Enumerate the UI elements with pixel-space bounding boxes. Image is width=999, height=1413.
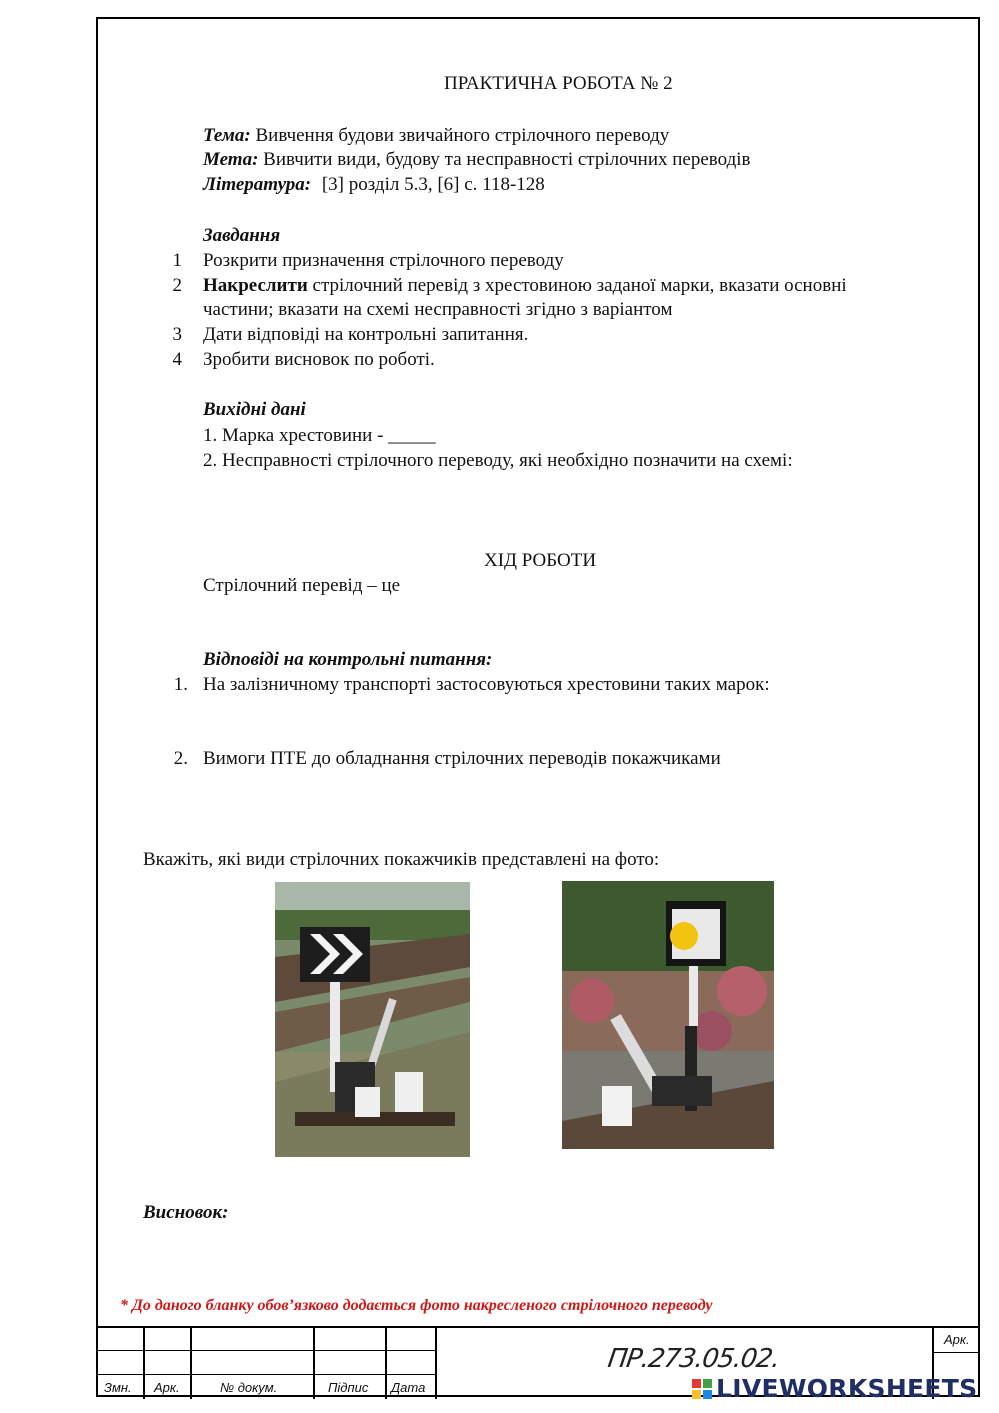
task-number: 1 bbox=[172, 250, 182, 271]
task-text: стрілочний перевід з хрестовиною заданої марки, вказати основні bbox=[307, 275, 847, 296]
input-data-heading: Вихідні дані bbox=[203, 399, 306, 420]
chevron-switch-indicator-photo bbox=[275, 882, 470, 1157]
input-item-faults: 2. Несправності стрілочного переводу, які необхідно позначити на схемі: bbox=[203, 450, 793, 471]
topic-text: Вивчення будови звичайного стрілочного переводу bbox=[255, 125, 670, 146]
lamp-indicator-illustration bbox=[562, 881, 774, 1149]
task-text: Дати відповіді на контрольні запитання. bbox=[203, 324, 529, 345]
liveworksheets-watermark[interactable] bbox=[692, 1374, 977, 1404]
conclusion-label: Висновок: bbox=[143, 1202, 229, 1223]
answer-number: 1. bbox=[173, 674, 188, 695]
liveworksheets-logo-icon bbox=[692, 1379, 712, 1399]
answer-question: Вимоги ПТЕ до обладнання стрілочних переводів покажчиками bbox=[203, 748, 721, 769]
topic-label: Тема: bbox=[203, 125, 251, 146]
chevron-indicator-illustration bbox=[275, 882, 470, 1157]
stamp-col-sheet: Арк. bbox=[154, 1380, 180, 1395]
goal-line bbox=[203, 148, 751, 172]
stamp-col-changes: Змн. bbox=[104, 1380, 132, 1395]
answer-number: 2. bbox=[173, 748, 188, 769]
stamp-sheet-label: Арк. bbox=[944, 1332, 970, 1347]
watermark-text: LIVEWORKSHEETS bbox=[716, 1374, 978, 1403]
input-item-crossing-grade: 1. Марка хрестовини - _____ bbox=[203, 425, 436, 446]
tasks-heading: Завдання bbox=[203, 225, 281, 246]
literature-label: Література: bbox=[203, 174, 312, 195]
goal-text: Вивчити види, будову та несправності стрілочних переводів bbox=[263, 149, 751, 170]
stamp-col-date: Дата bbox=[391, 1380, 426, 1395]
task-text-continued: частини; вказати на схемі несправності згідно з варіантом bbox=[203, 299, 673, 320]
task-text: Розкрити призначення стрілочного переводу bbox=[203, 250, 564, 271]
literature-text: [3] розділ 5.3, [6] с. 118-128 bbox=[321, 174, 545, 195]
task-number: 2 bbox=[172, 275, 182, 296]
task-line bbox=[203, 274, 847, 298]
literature-line bbox=[203, 173, 545, 197]
topic-line bbox=[203, 124, 669, 148]
document-code: ПР.273.05.02. bbox=[605, 1344, 782, 1374]
attachment-note: * До даного бланку обов’язково додається фото накресленого стрілочного переводу bbox=[120, 1297, 713, 1314]
task-number: 3 bbox=[172, 324, 182, 345]
answers-heading: Відповіді на контрольні питання: bbox=[203, 649, 493, 670]
page-title: ПРАКТИЧНА РОБОТА № 2 bbox=[444, 73, 673, 94]
photo-prompt: Вкажіть, які види стрілочних покажчиків представлені на фото: bbox=[143, 849, 660, 870]
task-bold-verb: Накреслити bbox=[203, 275, 308, 296]
answer-question: На залізничному транспорті застосовуються хрестовини таких марок: bbox=[203, 674, 770, 695]
progress-heading: ХІД РОБОТИ bbox=[484, 550, 597, 571]
stamp-col-doc-number: № докум. bbox=[220, 1380, 278, 1395]
task-text: Зробити висновок по роботі. bbox=[203, 349, 435, 370]
stamp-col-signature: Підпис bbox=[328, 1380, 369, 1395]
task-number: 4 bbox=[172, 349, 182, 370]
lamp-switch-indicator-photo bbox=[562, 881, 774, 1149]
definition-line: Стрілочний перевід – це bbox=[203, 575, 401, 596]
goal-label: Мета: bbox=[203, 149, 259, 170]
